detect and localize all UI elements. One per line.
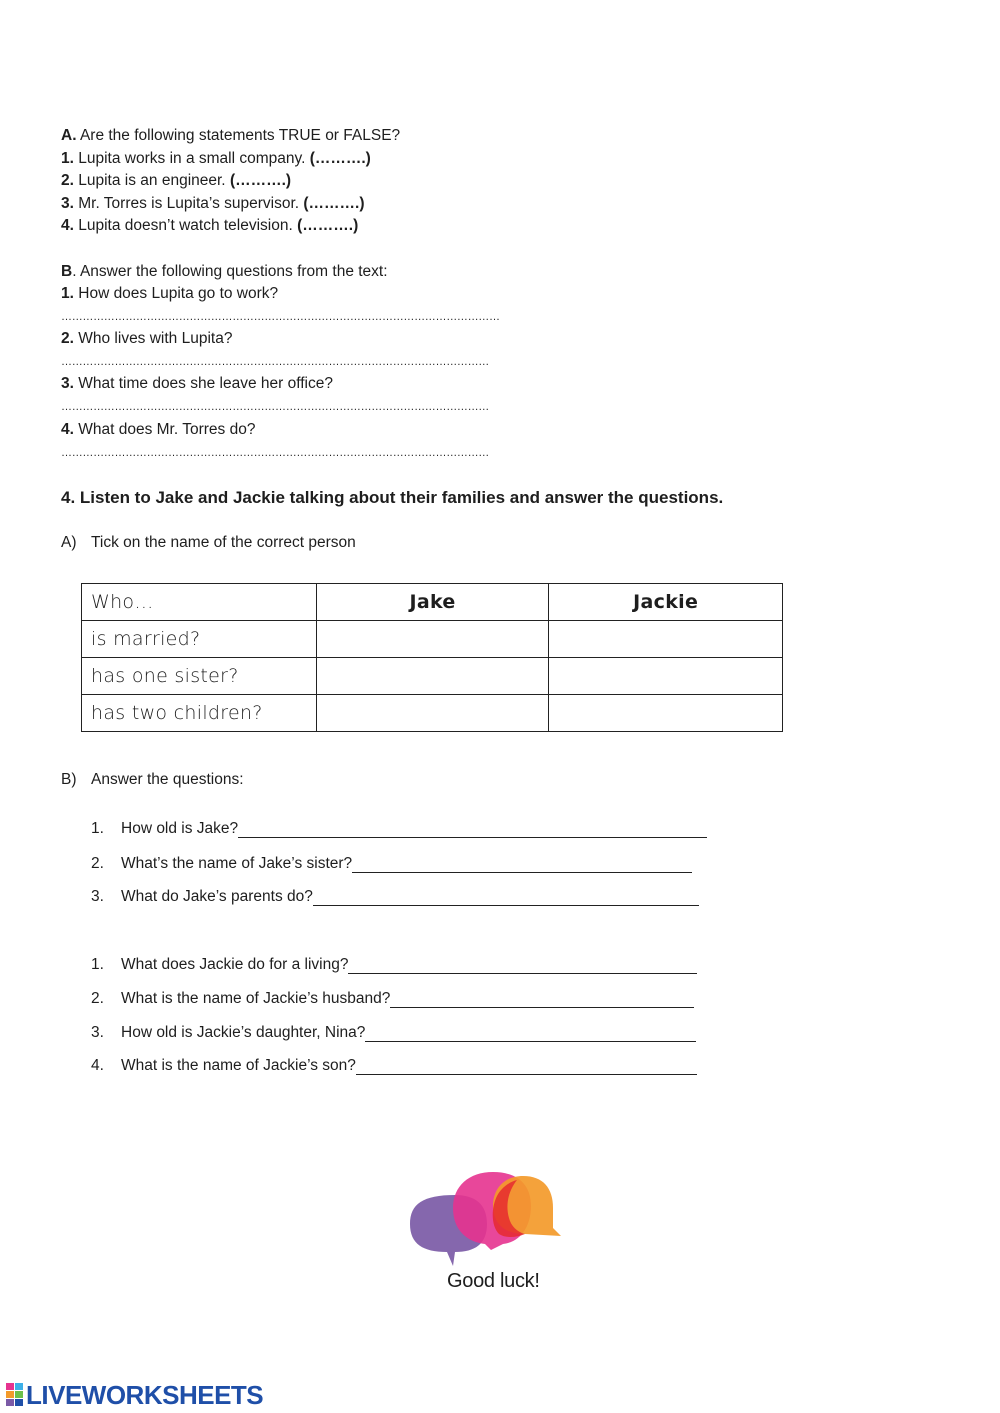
speech-bubbles-icon — [405, 1168, 565, 1268]
table-header-row — [82, 584, 783, 621]
tick-cell-jackie[interactable] — [549, 658, 783, 695]
question-number: 4. — [61, 421, 74, 438]
answer-line-b-3[interactable]: ………………………………………………………………………………………………………… — [61, 402, 490, 413]
statement-text: Lupita works in a small company. — [78, 150, 306, 167]
table-header-jackie: Jackie — [549, 584, 783, 621]
row-label: has two children? — [82, 695, 317, 732]
question-number: 1. — [91, 820, 104, 837]
question-text: How old is Jackie’s daughter, Nina? — [121, 1024, 366, 1041]
section-b-label: B — [61, 263, 73, 280]
answer-line-b-2[interactable]: ………………………………………………………………………………………………………… — [61, 357, 490, 368]
statement-text: Mr. Torres is Lupita’s supervisor. — [78, 195, 300, 212]
answer-line-b-1[interactable]: …………………………………………………………………………………………………………… — [61, 312, 500, 323]
answer-line-b-4[interactable]: ………………………………………………………………………………………………………… — [61, 448, 490, 459]
statement-number: 4. — [61, 217, 74, 234]
answer-blank[interactable] — [348, 959, 697, 974]
statement-2 — [61, 171, 291, 191]
liveworksheets-logo-icon — [6, 1383, 24, 1407]
question-text: What’s the name of Jake’s sister? — [121, 855, 353, 872]
question-text: What does Jackie do for a living? — [121, 956, 349, 973]
question-number: 1. — [61, 285, 74, 302]
part-a-text: Tick on the name of the correct person — [91, 534, 356, 551]
question-text: What is the name of Jackie’s husband? — [121, 990, 391, 1007]
question-b-1 — [61, 284, 278, 304]
answer-blank[interactable] — [352, 858, 692, 873]
question-b-4 — [61, 420, 255, 440]
answer-blank[interactable] — [365, 1027, 696, 1042]
section-b-prompt — [61, 262, 388, 282]
tick-table — [81, 583, 783, 732]
liveworksheets-brand[interactable]: LIVEWORKSHEETS — [26, 1380, 264, 1410]
jackie-question-2 — [91, 990, 694, 1008]
answer-blank[interactable] — [390, 993, 694, 1008]
table-header-jake: Jake — [316, 584, 549, 621]
jackie-question-1 — [91, 956, 697, 974]
question-text: What time does she leave her office? — [78, 375, 333, 392]
tick-cell-jake[interactable] — [316, 621, 549, 658]
question-number: 2. — [91, 990, 104, 1007]
question-text: How old is Jake? — [121, 820, 239, 837]
statement-number: 3. — [61, 195, 74, 212]
question-text: What does Mr. Torres do? — [78, 421, 256, 438]
jake-question-2 — [91, 855, 692, 873]
section-a-label: A. — [61, 127, 77, 144]
part-a-instruction — [61, 533, 356, 553]
statement-1 — [61, 149, 371, 169]
question-b-3 — [61, 374, 333, 394]
statement-4 — [61, 216, 358, 236]
question-b-2 — [61, 329, 232, 349]
answer-blank[interactable] — [356, 1060, 697, 1075]
row-label: is married? — [82, 621, 317, 658]
part-b-text: Answer the questions: — [91, 771, 244, 788]
statement-3 — [61, 194, 365, 214]
statement-text: Lupita doesn’t watch television. — [78, 217, 293, 234]
statement-blank[interactable]: (……….) — [309, 150, 371, 167]
question-number: 2. — [61, 330, 74, 347]
question-number: 1. — [91, 956, 104, 973]
question-text: What do Jake’s parents do? — [121, 888, 313, 905]
tick-cell-jake[interactable] — [316, 695, 549, 732]
table-row — [82, 695, 783, 732]
section-a-prompt — [61, 126, 400, 146]
question-number: 4. — [91, 1057, 104, 1074]
part-b-instruction — [61, 770, 244, 790]
question-text: How does Lupita go to work? — [78, 285, 279, 302]
jackie-question-4 — [91, 1057, 697, 1075]
section-b-prompt-text: . Answer the following questions from the text: — [72, 263, 388, 280]
statement-number: 2. — [61, 172, 74, 189]
tick-cell-jackie[interactable] — [549, 695, 783, 732]
section-a-prompt-text: Are the following statements TRUE or FALSE? — [79, 127, 401, 144]
statement-text: Lupita is an engineer. — [78, 172, 226, 189]
statement-blank[interactable]: (……….) — [297, 217, 359, 234]
jake-question-1 — [91, 820, 707, 838]
question-number: 2. — [91, 855, 104, 872]
table-row — [82, 658, 783, 695]
statement-number: 1. — [61, 150, 74, 167]
answer-blank[interactable] — [313, 891, 699, 906]
good-luck-text: Good luck! — [447, 1270, 540, 1292]
row-label: has one sister? — [82, 658, 317, 695]
table-row — [82, 621, 783, 658]
jackie-question-3 — [91, 1024, 696, 1042]
tick-cell-jake[interactable] — [316, 658, 549, 695]
tick-cell-jackie[interactable] — [549, 621, 783, 658]
question-number: 3. — [61, 375, 74, 392]
part-b-label: B) — [61, 771, 77, 788]
question-text: Who lives with Lupita? — [78, 330, 233, 347]
question-number: 3. — [91, 888, 104, 905]
statement-blank[interactable]: (……….) — [229, 172, 292, 189]
jake-question-3 — [91, 888, 699, 906]
part-a-label: A) — [61, 534, 77, 551]
table-header-who: Who… — [82, 584, 317, 621]
answer-blank[interactable] — [238, 823, 707, 838]
section-4-heading: 4. Listen to Jake and Jackie talking about their families and answer the questions. — [61, 488, 724, 507]
statement-blank[interactable]: (……….) — [303, 195, 365, 212]
question-number: 3. — [91, 1024, 104, 1041]
question-text: What is the name of Jackie’s son? — [121, 1057, 356, 1074]
